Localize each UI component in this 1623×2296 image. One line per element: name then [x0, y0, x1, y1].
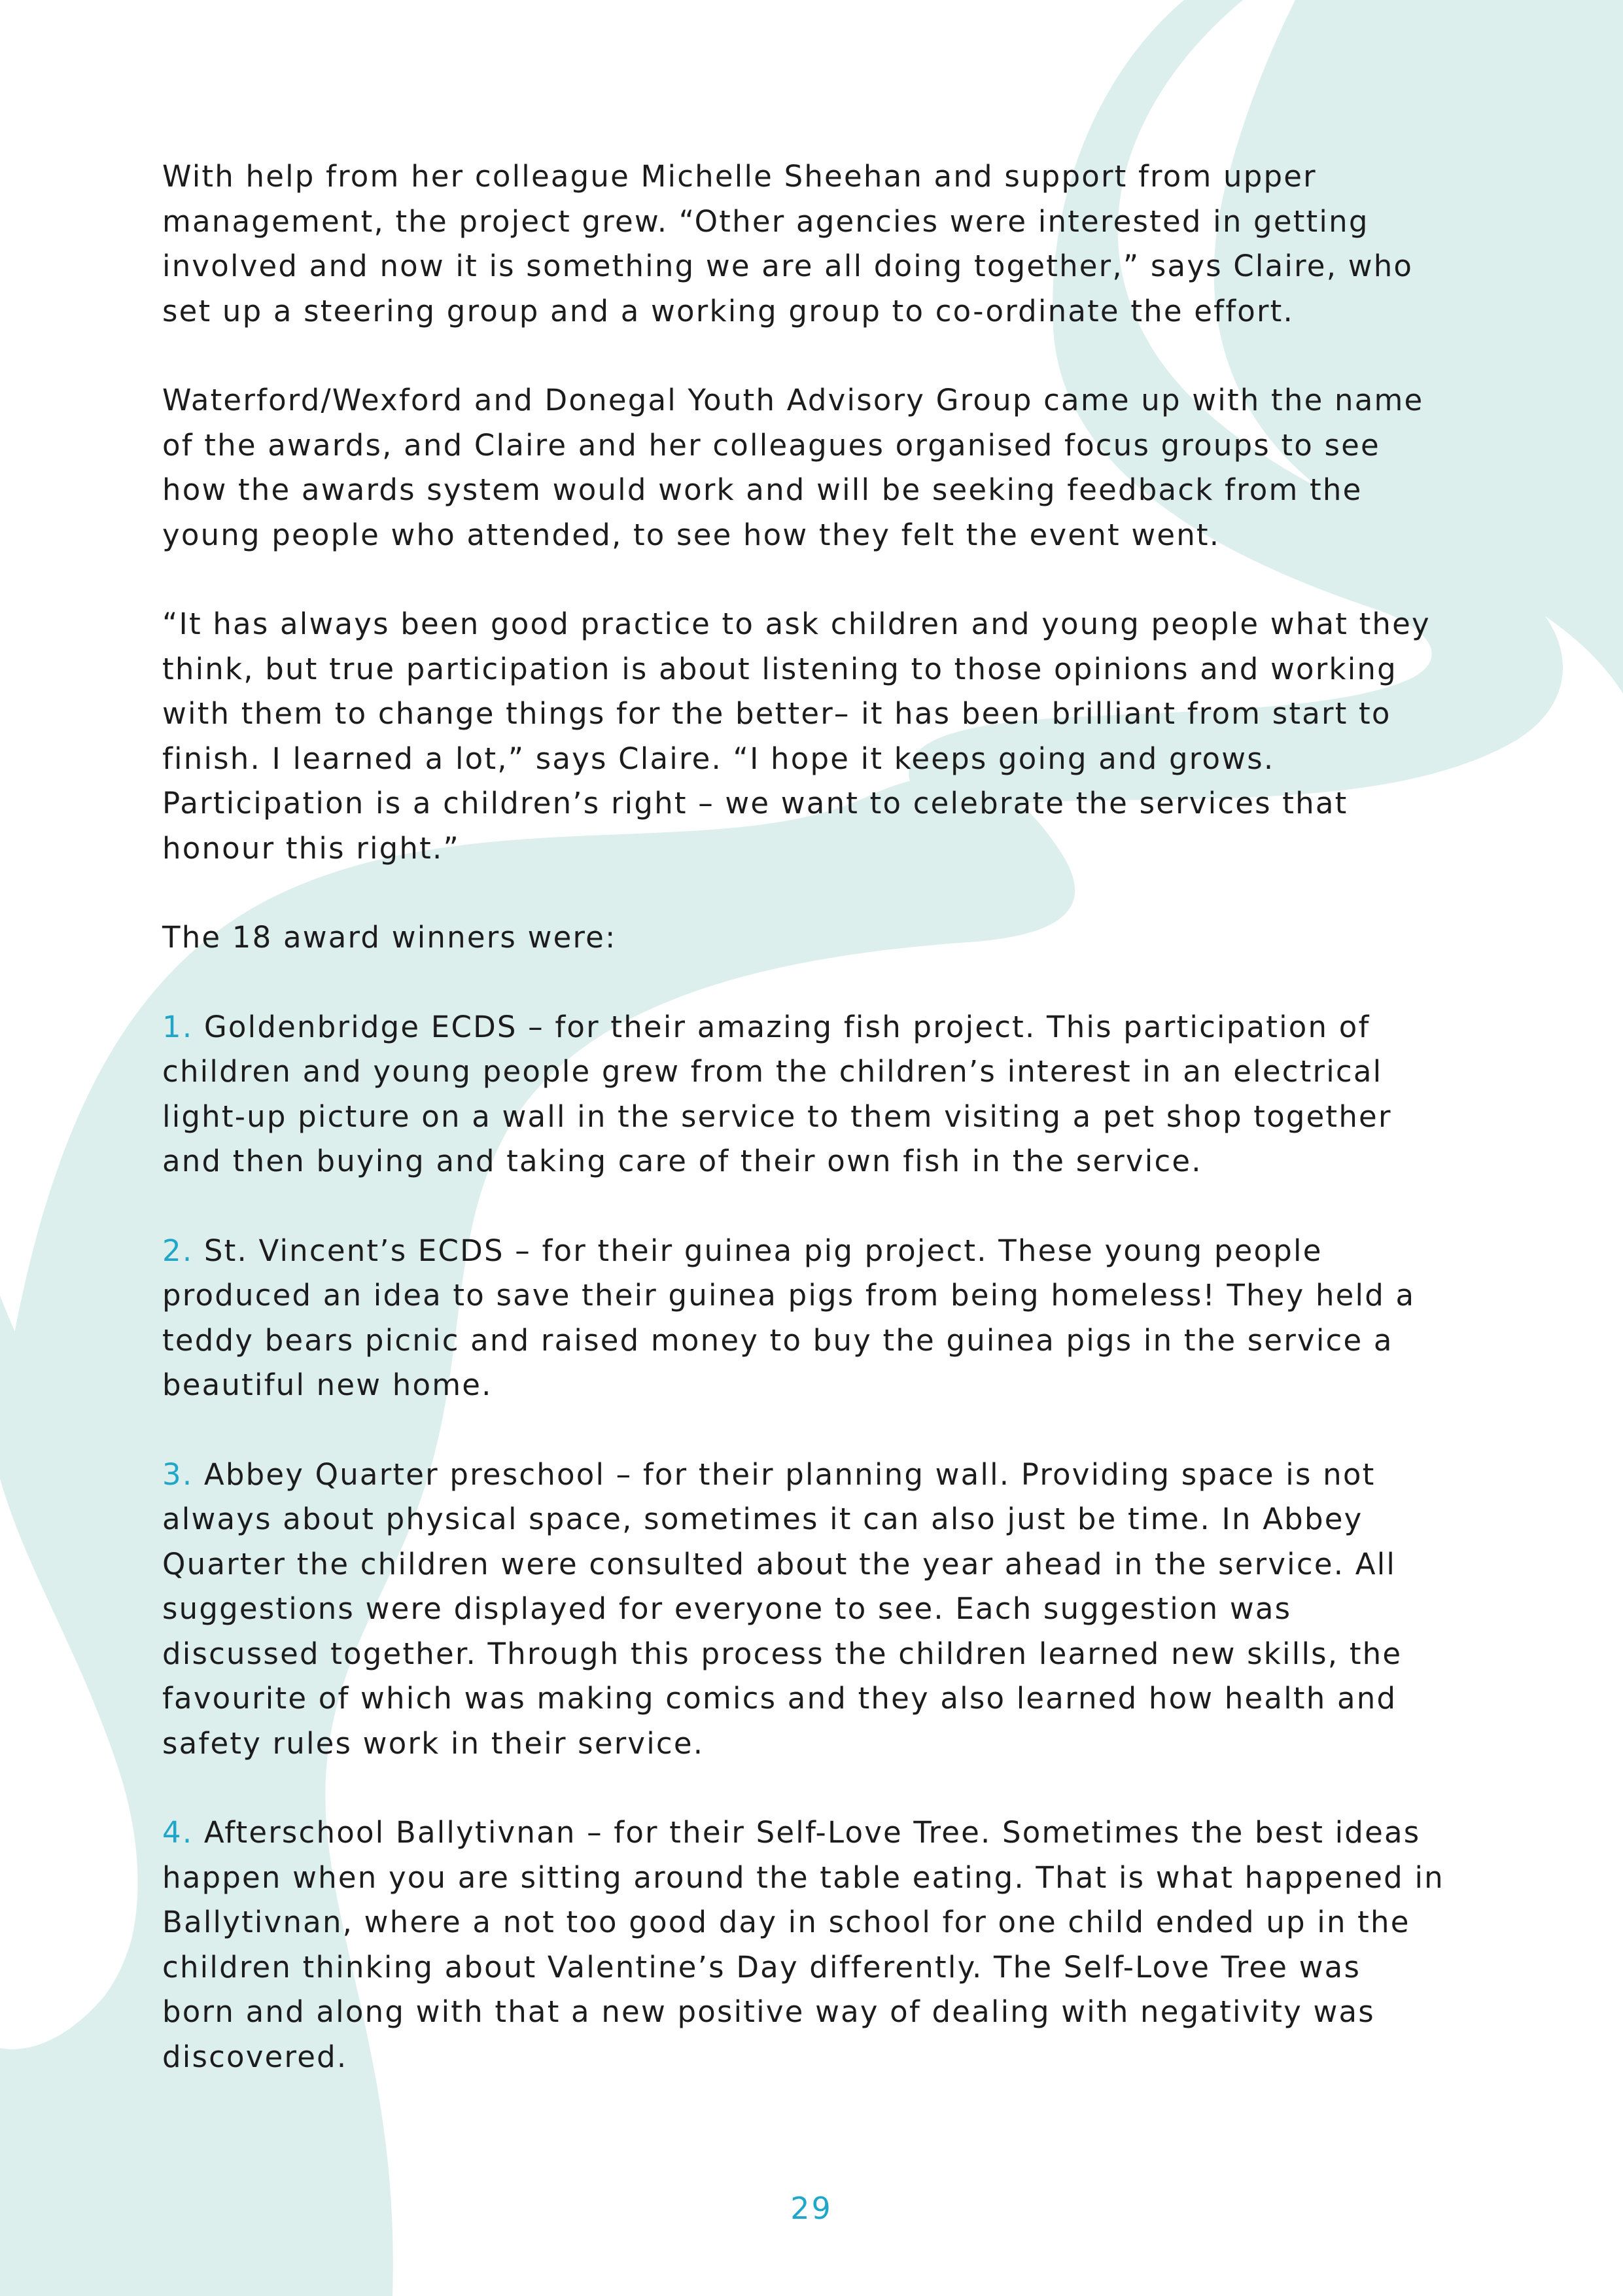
list-item-winner-2 [162, 1229, 1471, 1408]
winner-number: 4. [162, 1815, 194, 1850]
winner-number: 1. [162, 1009, 194, 1044]
winner-text: Afterschool Ballytivnan – for their Self-Love Tree. Sometimes the best ideas happen when you are sitting around the table eating. That is what happened in Ballytivnan, where a not too good day in school for one child ended up in the children thinking about Valentine’s Day differently. The Self-Love Tree was born and along with that a new positive way of dealing with negativity was discovered. [162, 1815, 1444, 2074]
list-item-winner-3 [162, 1453, 1471, 1767]
winner-number: 3. [162, 1457, 194, 1492]
list-item-winner-4 [162, 1810, 1471, 2079]
winner-number: 2. [162, 1233, 194, 1268]
winner-text: St. Vincent’s ECDS – for their guinea pig project. These young people produced an idea to save their guinea pigs from being homeless! They held a teddy bears picnic and raised money to buy the guinea pigs in the service a beautiful new home. [162, 1233, 1416, 1402]
page-number: 29 [790, 2191, 833, 2226]
paragraph-winners-intro: The 18 award winners were: [162, 920, 617, 955]
winner-text: Goldenbridge ECDS – for their amazing fish project. This participation of children and young people grew from the children’s interest in an electrical light-up picture on a wall in the service to them visiting a pet shop together and then buying and taking care of their own fish in the service. [162, 1009, 1392, 1178]
article-body [162, 154, 1471, 2124]
winner-text: Abbey Quarter preschool – for their planning wall. Providing space is not always about physical space, sometimes it can also just be time. In Abbey Quarter the children were consulted about the year ahead in the service. All suggestions were displayed for everyone to see. Each suggestion was discussed together. Through this process the children learned new skills, the favourite of which was making comics and they also learned how health and safety rules work in their service. [162, 1457, 1403, 1761]
paragraph-project-growth: With help from her colleague Michelle Sheehan and support from upper management, the project grew. “Other agencies were interested in getting involved and now it is something we are all doing together,” says Claire, who set up a steering group and a working group to co-ordinate the effort. [162, 159, 1414, 328]
paragraph-claire-quote: “It has always been good practice to ask children and young people what they think, but true participation is about listening to those opinions and working with them to change things for the better– it has been brilliant from start to finish. I learned a lot,” says Claire. “I hope it keeps going and grows. Participation is a children’s right – we want to celebrate the services that honour this right.” [162, 607, 1431, 866]
list-item-winner-1 [162, 1005, 1471, 1184]
paragraph-awards-name: Waterford/Wexford and Donegal Youth Advisory Group came up with the name of the awards, and Claire and her colleagues organised focus groups to see how the awards system would work and will be seeking feedback from the young people who attended, to see how they felt the event went. [162, 383, 1424, 552]
